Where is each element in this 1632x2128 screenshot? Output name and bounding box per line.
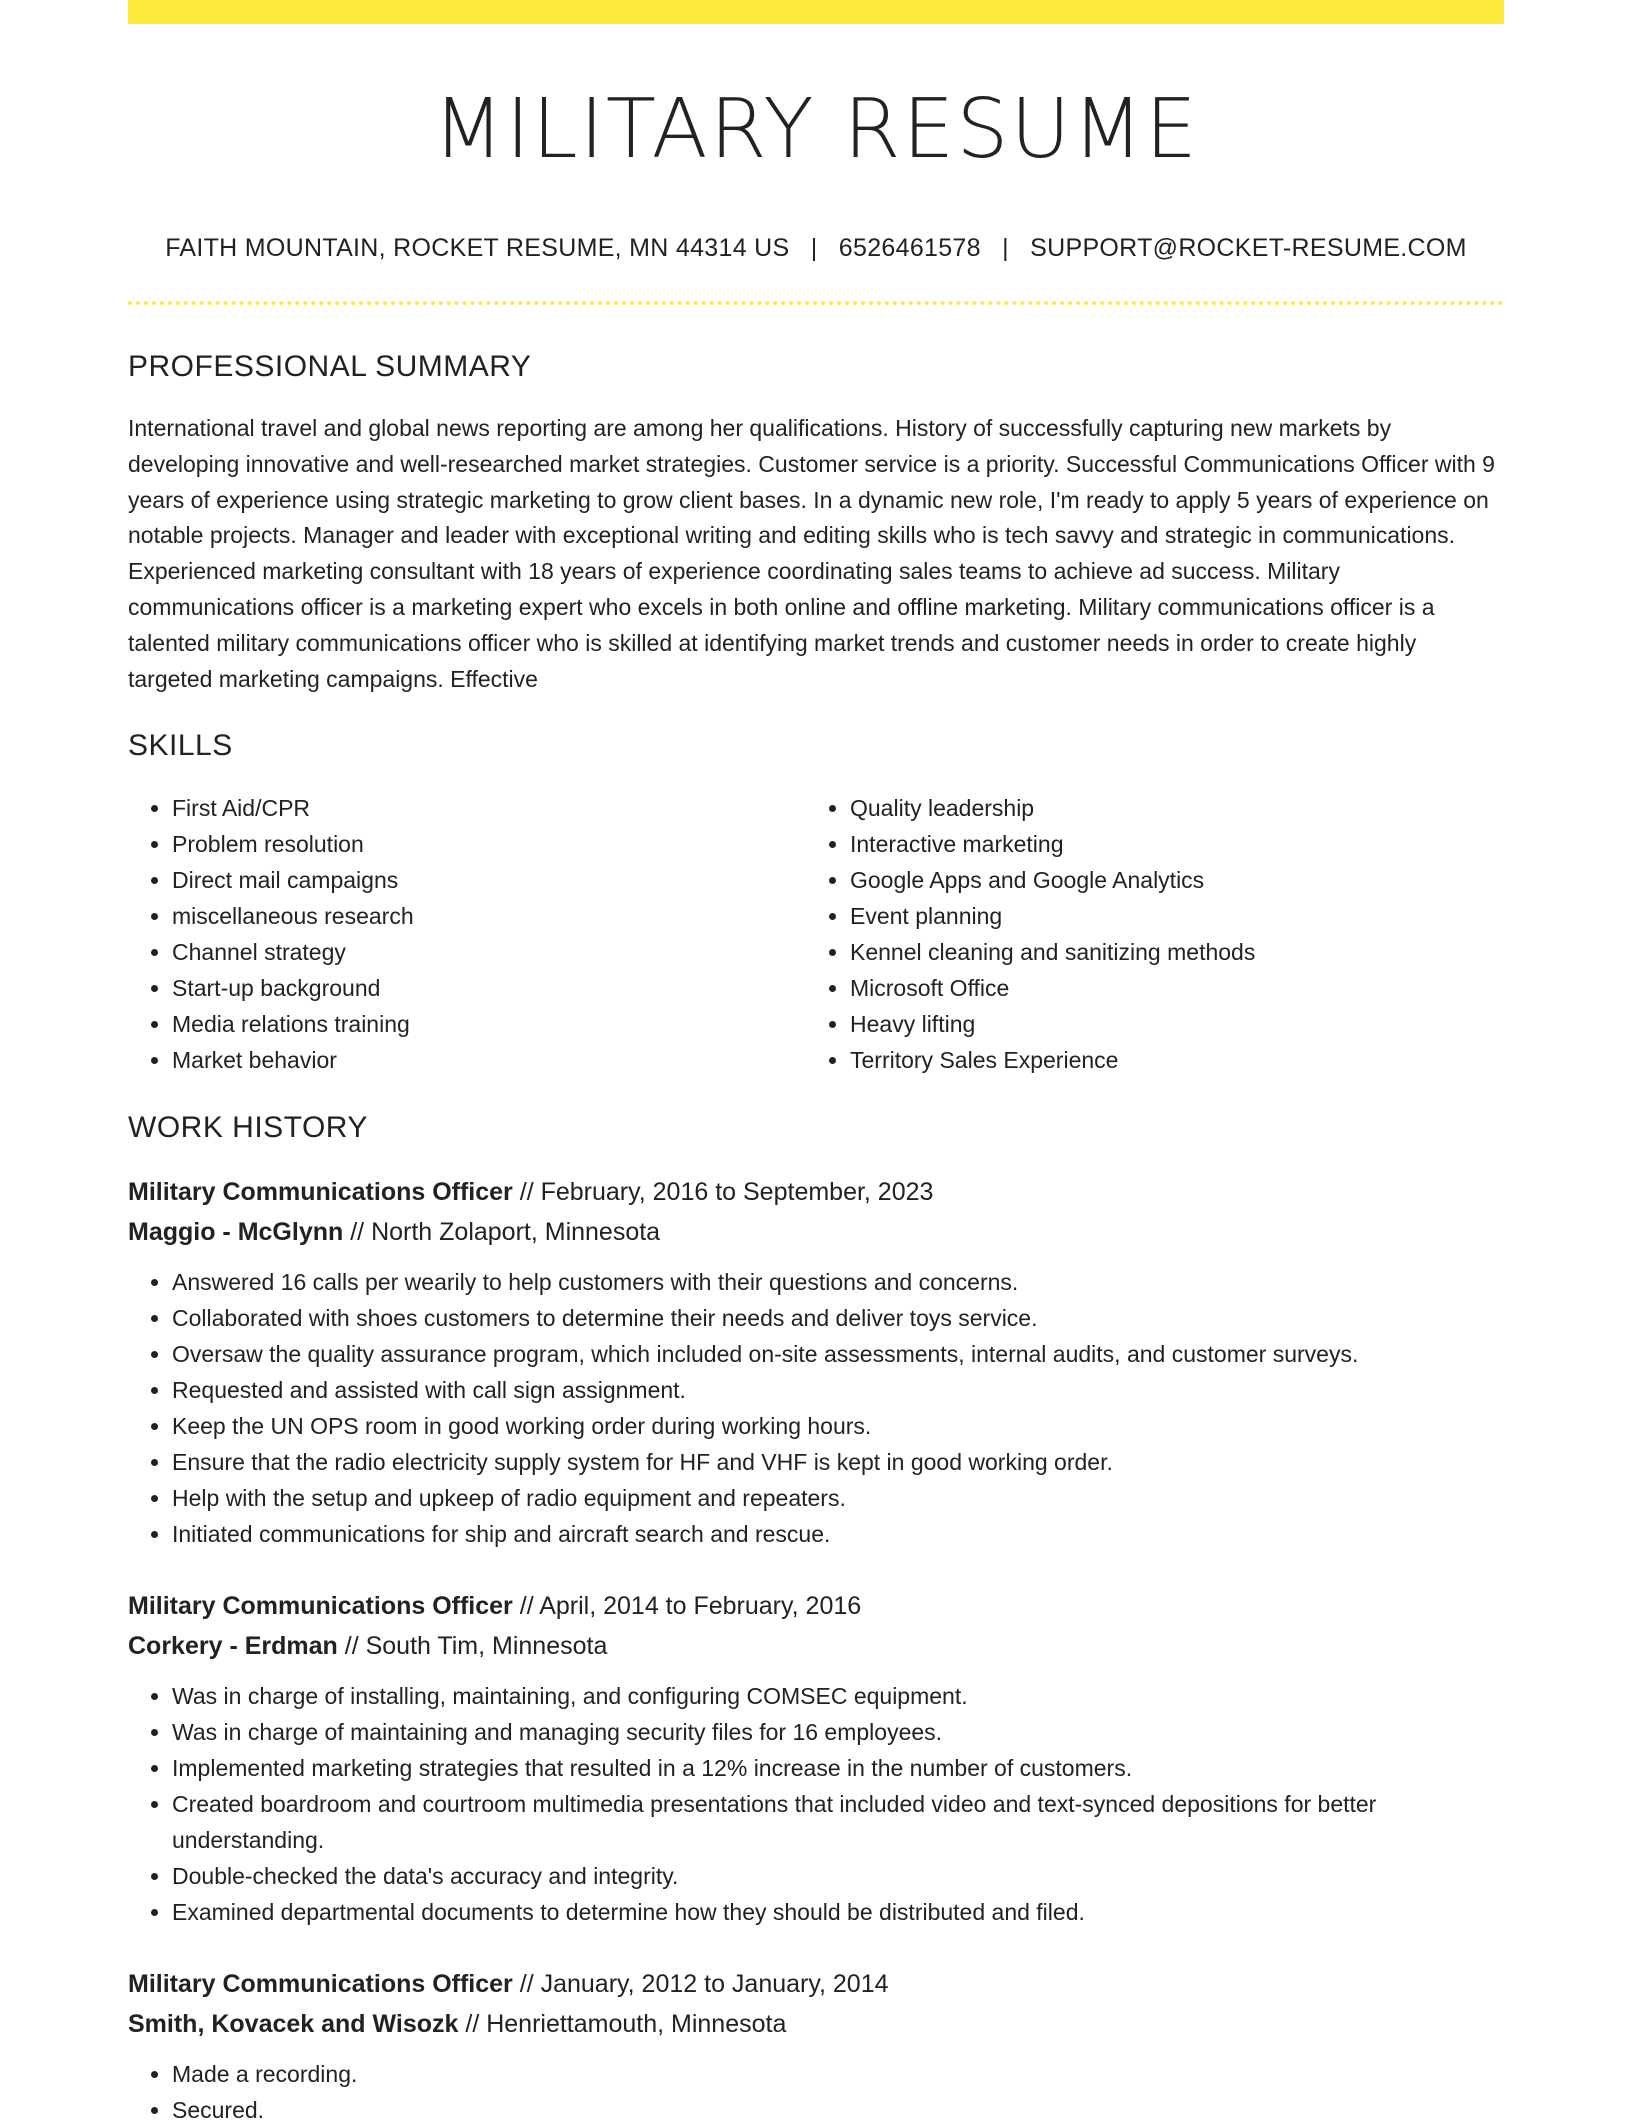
skill-item: • Market behavior — [172, 1042, 806, 1078]
skill-item: • Territory Sales Experience — [850, 1042, 1504, 1078]
job-title: Military Communications Officer — [128, 1178, 513, 1207]
job-bullet: • Requested and assisted with call sign assignment. — [172, 1372, 1504, 1408]
job-entry — [128, 1172, 1504, 1552]
job-bullet: • Implemented marketing strategies that resulted in a 12% increase in the number of customers. — [172, 1750, 1504, 1786]
job-bullet: • Answered 16 calls per wearily to help customers with their questions and concerns. — [172, 1264, 1504, 1300]
contact-email: SUPPORT@ROCKET-RESUME.COM — [1030, 234, 1467, 262]
skills-heading: SKILLS — [128, 729, 233, 763]
skill-item: • miscellaneous research — [172, 898, 806, 934]
job-bullet: • Initiated communications for ship and aircraft search and rescue. — [172, 1516, 1504, 1552]
job-bullet: • Created boardroom and courtroom multimedia presentations that included video and text-synced depositions for better understanding. — [172, 1786, 1504, 1858]
job-company-line — [128, 2004, 1504, 2044]
skill-item: • Kennel cleaning and sanitizing methods — [850, 934, 1504, 970]
work-history-heading: WORK HISTORY — [128, 1111, 368, 1145]
dotted-divider — [128, 301, 1504, 305]
skill-item: • Microsoft Office — [850, 970, 1504, 1006]
job-bullet: • Was in charge of installing, maintaining, and configuring COMSEC equipment. — [172, 1678, 1504, 1714]
job-company-line — [128, 1626, 1504, 1666]
job-company: Smith, Kovacek and Wisozk — [128, 2010, 459, 2039]
job-dates: // April, 2014 to February, 2016 — [512, 1592, 862, 1621]
job-dates: // February, 2016 to September, 2023 — [512, 1178, 934, 1207]
job-bullets — [128, 2056, 1504, 2128]
job-bullet: • Made a recording. — [172, 2056, 1504, 2092]
resume-title: MILITARY RESUME — [433, 82, 1199, 177]
job-entry — [128, 1964, 1504, 2128]
job-bullets — [128, 1264, 1504, 1552]
skills-list-left — [128, 790, 806, 1078]
job-title-line — [128, 1964, 1504, 2004]
skill-item: • Google Apps and Google Analytics — [850, 862, 1504, 898]
skill-item: • Problem resolution — [172, 826, 806, 862]
skill-item: • Heavy lifting — [850, 1006, 1504, 1042]
job-entry — [128, 1586, 1504, 1930]
job-bullet: • Collaborated with shoes customers to determine their needs and deliver toys service. — [172, 1300, 1504, 1336]
job-company: Maggio - McGlynn — [128, 1218, 344, 1247]
skill-item: • Channel strategy — [172, 934, 806, 970]
skill-item: • Direct mail campaigns — [172, 862, 806, 898]
job-bullet: • Help with the setup and upkeep of radio equipment and repeaters. — [172, 1480, 1504, 1516]
job-location: // North Zolaport, Minnesota — [343, 1218, 661, 1247]
skill-item: • Media relations training — [172, 1006, 806, 1042]
job-bullet: • Was in charge of maintaining and managing security files for 16 employees. — [172, 1714, 1504, 1750]
contact-separator: | — [1002, 234, 1009, 262]
job-location: // South Tim, Minnesota — [337, 1632, 608, 1661]
skill-item: • Event planning — [850, 898, 1504, 934]
job-bullet: • Oversaw the quality assurance program, which included on-site assessments, internal audits, and customer surveys. — [172, 1336, 1504, 1372]
contact-line — [128, 232, 1504, 264]
summary-text: International travel and global news reporting are among her qualifications. History of successfully capturing new markets by developing innovative and well-researched market strategies. Customer service is a priority. Successful Communications Officer with 9 years of experience using strategic marketing to grow client bases. In a dynamic new role, I'm ready to apply 5 years of experience on notable projects. Manager and leader with exceptional writing and editing skills who is tech savvy and strategic in communications. Experienced marketing consultant with 18 years of experience coordinating sales teams to achieve ad success. Military communications officer is a marketing expert who excels in both online and offline marketing. Military communications officer is a talented military communications officer who is skilled at identifying market trends and customer needs in order to create highly targeted marketing campaigns. Effective — [128, 415, 1495, 692]
summary-heading: PROFESSIONAL SUMMARY — [128, 350, 532, 383]
job-company: Corkery - Erdman — [128, 1632, 338, 1661]
skills-columns — [128, 790, 1504, 1078]
job-dates: // January, 2012 to January, 2014 — [512, 1970, 889, 1999]
skill-item: • Quality leadership — [850, 790, 1504, 826]
skill-item: • Start-up background — [172, 970, 806, 1006]
job-bullet: • Keep the UN OPS room in good working order during working hours. — [172, 1408, 1504, 1444]
job-bullet: • Ensure that the radio electricity supply system for HF and VHF is kept in good working order. — [172, 1444, 1504, 1480]
contact-address: FAITH MOUNTAIN, ROCKET RESUME, MN 44314 US — [165, 234, 790, 262]
job-title-line — [128, 1586, 1504, 1626]
job-title-line — [128, 1172, 1504, 1212]
resume-page — [128, 0, 1504, 2128]
skills-list-right — [806, 790, 1504, 1078]
contact-separator: | — [810, 234, 818, 262]
job-title: Military Communications Officer — [128, 1970, 513, 1999]
job-bullet: • Secured. — [172, 2092, 1504, 2128]
contact-phone: 6526461578 — [838, 234, 981, 262]
job-bullets — [128, 1678, 1504, 1930]
job-bullet: • Double-checked the data's accuracy and integrity. — [172, 1858, 1504, 1894]
job-location: // Henriettamouth, Minnesota — [458, 2010, 787, 2039]
skill-item: • First Aid/CPR — [172, 790, 806, 826]
job-title: Military Communications Officer — [128, 1592, 513, 1621]
job-company-line — [128, 1212, 1504, 1252]
accent-bar — [128, 0, 1504, 24]
skill-item: • Interactive marketing — [850, 826, 1504, 862]
job-bullet: • Examined departmental documents to determine how they should be distributed and filed. — [172, 1894, 1504, 1930]
